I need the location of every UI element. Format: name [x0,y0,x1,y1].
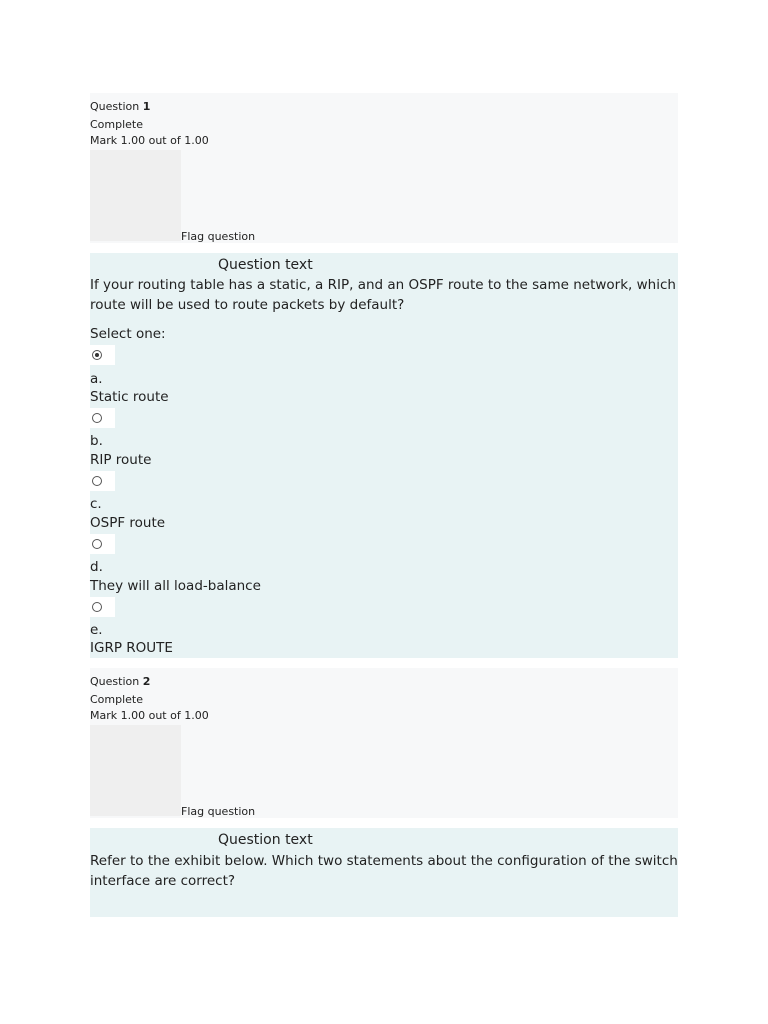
option-a-letter: a. [90,371,103,387]
question-number: 2 [142,675,151,688]
flag-question-link[interactable]: Flag question [181,230,256,243]
question-1-text: If your routing table has a static, a RIP, and an OSPF route to the same network, which route will be used to route packets by default? [90,277,676,313]
option-c-radio[interactable] [90,471,115,491]
radio-icon[interactable] [92,476,102,486]
option-c-letter: c. [90,496,102,512]
option-e-label[interactable]: IGRP ROUTE [90,640,173,656]
flag-question-link[interactable]: Flag question [181,805,256,818]
option-a-label[interactable]: Static route [90,389,169,405]
question-2-text: Refer to the exhibit below. Which two statements about the configuration of the switch interface are correct? [90,853,678,889]
question-2-content [90,828,678,917]
option-b-label[interactable]: RIP route [90,452,152,468]
question-label: Question [90,100,140,113]
question-1-content [90,253,678,658]
radio-icon[interactable] [92,413,102,423]
question-text-heading: Question text [218,257,313,273]
option-a-radio[interactable] [90,345,115,365]
question-1-number [90,99,150,114]
question-1-info [90,93,678,243]
radio-icon[interactable] [92,350,102,360]
option-e-letter: e. [90,622,103,638]
question-1-state: Complete [90,118,144,131]
option-e-radio[interactable] [90,597,115,617]
option-b-letter: b. [90,433,103,449]
question-1-mark: Mark 1.00 out of 1.00 [90,134,209,147]
option-b-radio[interactable] [90,408,115,428]
question-label: Question [90,675,140,688]
select-one-prompt: Select one: [90,326,166,342]
option-d-radio[interactable] [90,534,115,554]
radio-icon[interactable] [92,602,102,612]
option-c-label[interactable]: OSPF route [90,515,166,531]
flag-icon[interactable] [90,150,181,241]
question-2-info [90,668,678,818]
radio-icon[interactable] [92,539,102,549]
question-number: 1 [142,100,151,113]
flag-icon[interactable] [90,725,181,816]
question-2-number [90,674,150,689]
option-d-label[interactable]: They will all load-balance [90,578,261,594]
question-text-heading: Question text [218,832,313,848]
question-2-state: Complete [90,693,144,706]
question-2-mark: Mark 1.00 out of 1.00 [90,709,209,722]
option-d-letter: d. [90,559,103,575]
